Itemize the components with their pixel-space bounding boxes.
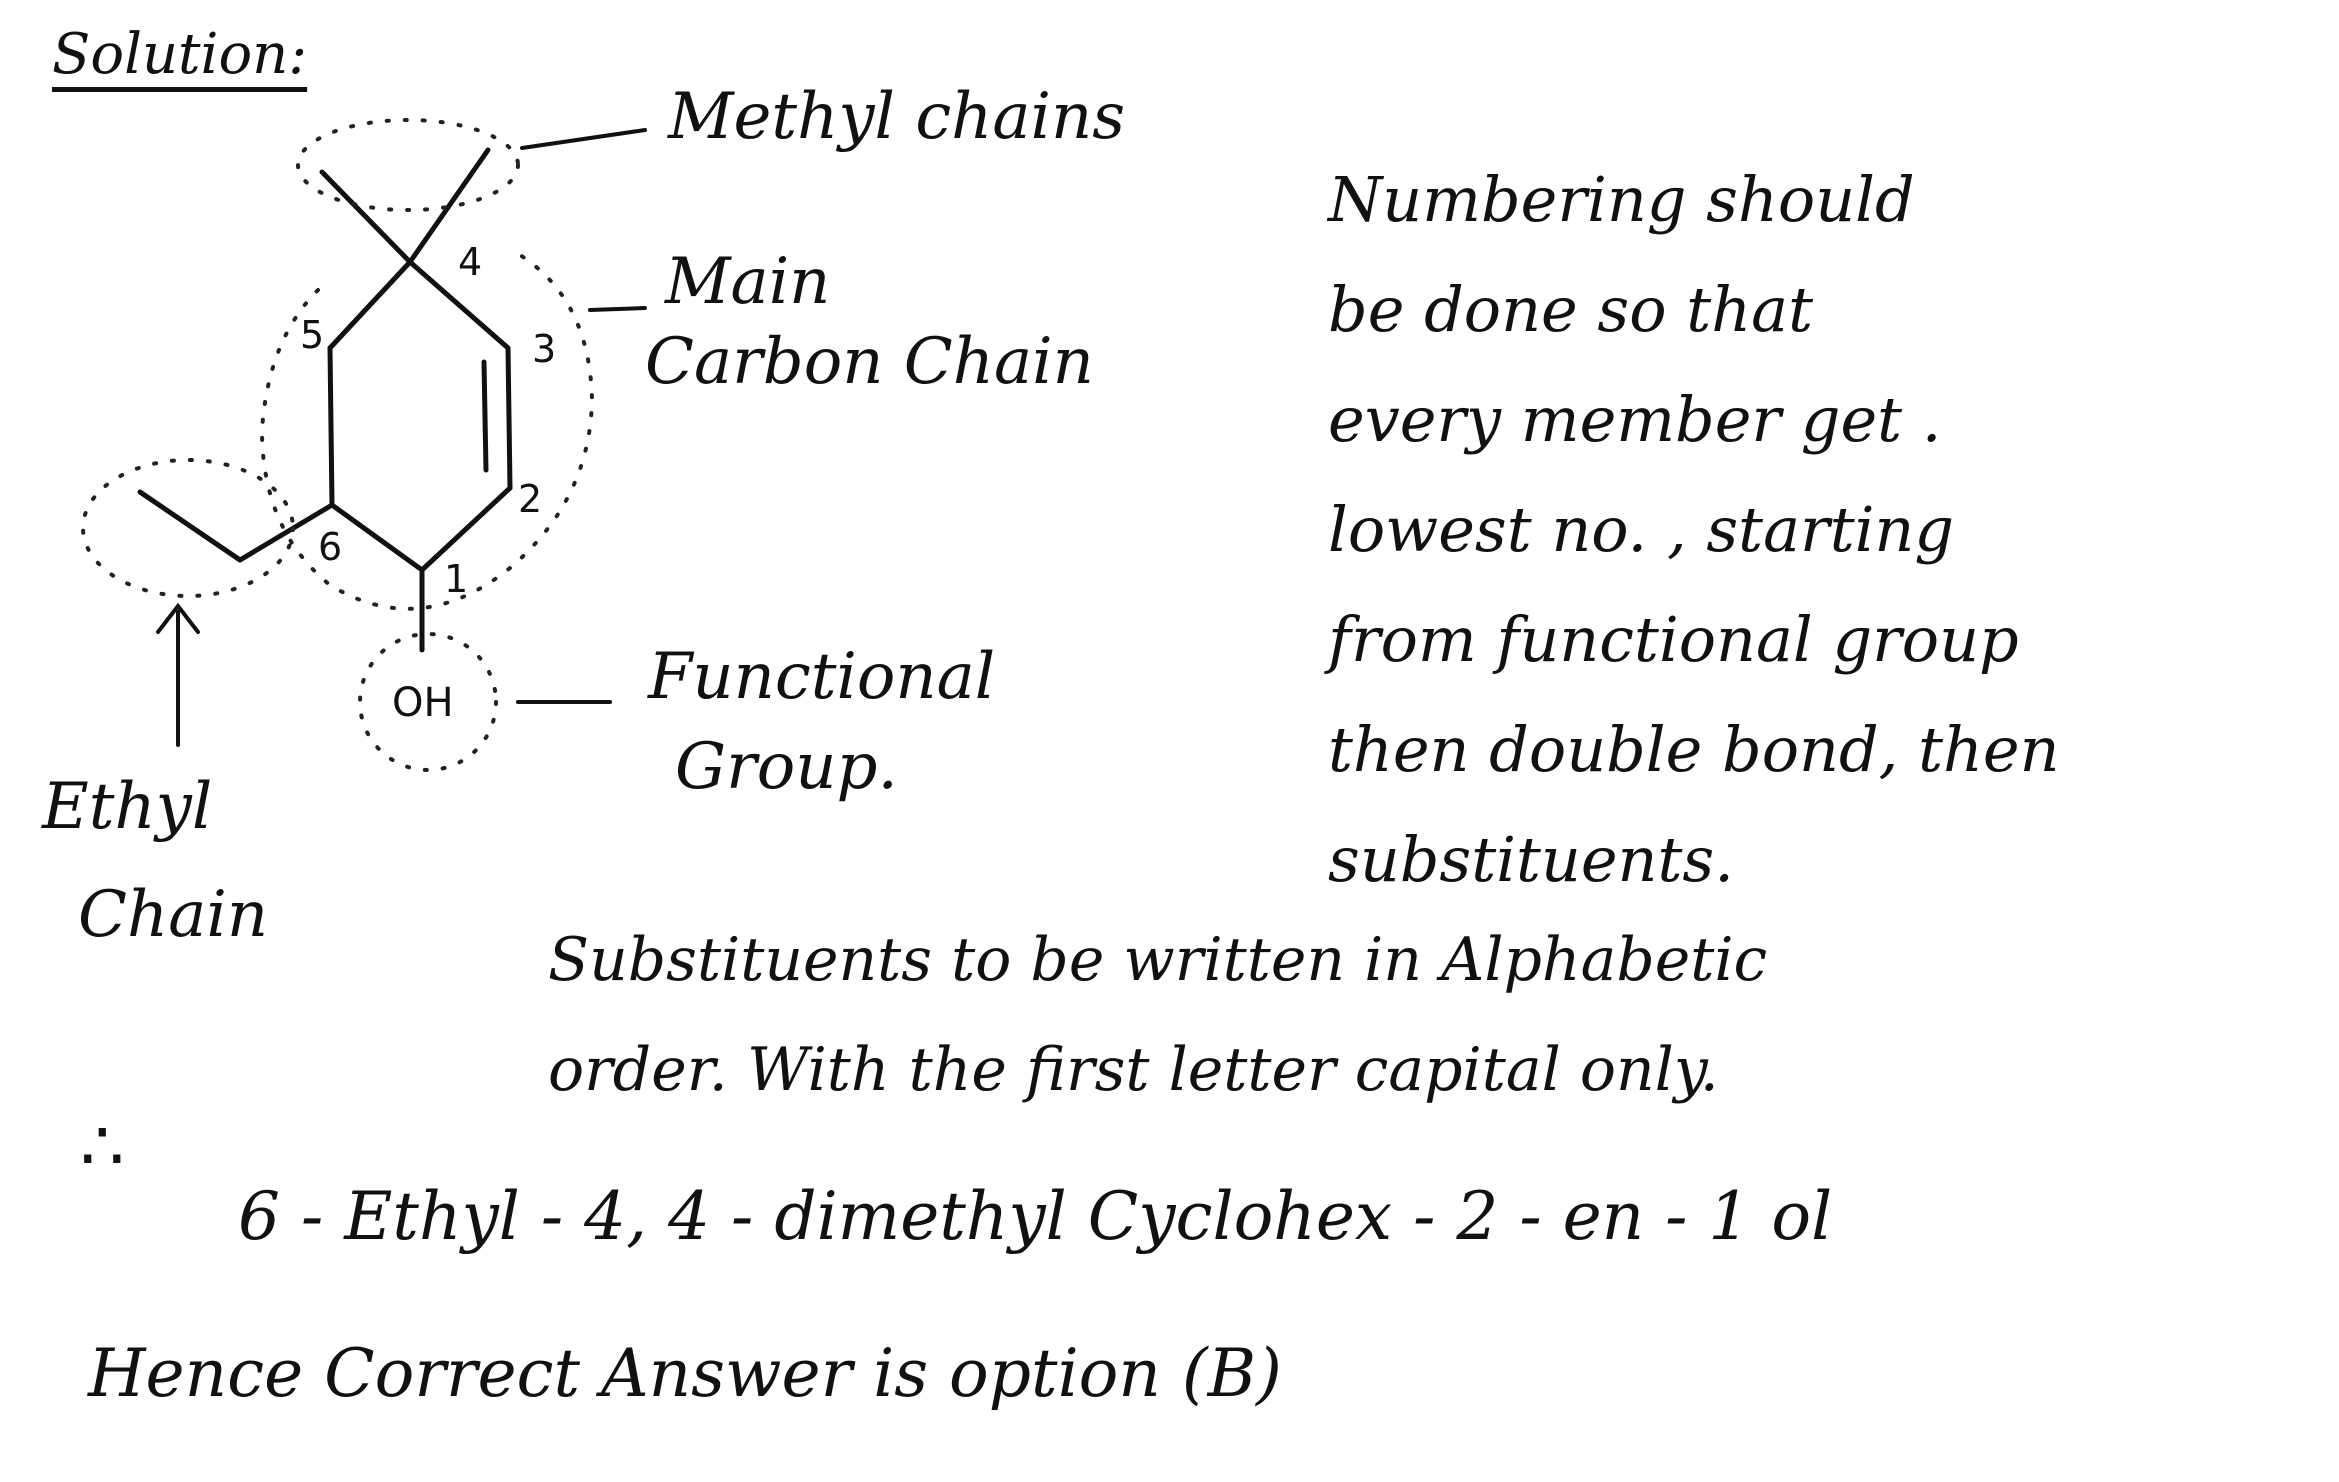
numbering-note	[1328, 145, 2308, 915]
bond-c2-c3-double	[484, 362, 486, 470]
numbering-note-line: then double bond, then	[1328, 713, 2060, 786]
ethyl-enclosure	[83, 460, 293, 596]
ring-bonds	[330, 262, 510, 570]
functional-group-label-line2: Group.	[675, 730, 898, 804]
conclusion-text: Hence Correct Answer is option (B)	[88, 1335, 1282, 1412]
numbering-note-line: every member get .	[1328, 383, 1942, 456]
locant-3: 3	[532, 327, 557, 371]
solution-heading: Solution:	[52, 22, 308, 87]
locant-1: 1	[444, 557, 469, 601]
numbering-note-line: lowest no. , starting	[1328, 493, 1955, 566]
locant-2: 2	[518, 477, 543, 521]
hydroxyl-label: OH	[392, 680, 454, 726]
numbering-note-line: be done so that	[1328, 273, 1814, 346]
iupac-name: 6 - Ethyl - 4, 4 - dimethyl Cyclohex - 2 - en - 1 ol	[238, 1178, 1833, 1255]
functional-group-label-line1: Functional	[648, 640, 996, 714]
numbering-note-line: from functional group	[1328, 603, 2019, 676]
locant-6: 6	[318, 525, 343, 569]
locant-5: 5	[300, 313, 325, 357]
bond-c4-c5	[330, 262, 410, 348]
bond-c6-c1	[332, 505, 422, 570]
numbering-note-line: Numbering should	[1328, 163, 1915, 236]
main-chain-label-line2: Carbon Chain	[645, 325, 1094, 399]
therefore-symbol: ∴	[80, 1105, 125, 1187]
substituent-note-line: order. With the first letter capital only.	[548, 1035, 1719, 1105]
numbering-note-line: substituents.	[1328, 823, 1734, 896]
bond-c5-c6	[330, 348, 332, 505]
substituent-note-line: Substituents to be written in Alphabetic	[548, 925, 1768, 995]
ethyl-bond-2	[140, 492, 240, 560]
main-chain-enclosure	[262, 255, 592, 609]
bond-c2-c3	[508, 348, 510, 488]
main-chain-pointer	[590, 308, 645, 310]
ethyl-chain-label-line1: Ethyl	[42, 770, 213, 844]
locant-4: 4	[458, 240, 483, 284]
methyl-pointer	[522, 130, 645, 148]
substituent-note	[548, 905, 1767, 1125]
main-chain-label-line1: Main	[665, 245, 831, 319]
methyl-enclosure	[298, 120, 518, 210]
methyl-chains-label: Methyl chains	[668, 80, 1126, 154]
ethyl-chain-label-line2: Chain	[78, 878, 269, 952]
methyl-bond-left	[322, 172, 410, 262]
